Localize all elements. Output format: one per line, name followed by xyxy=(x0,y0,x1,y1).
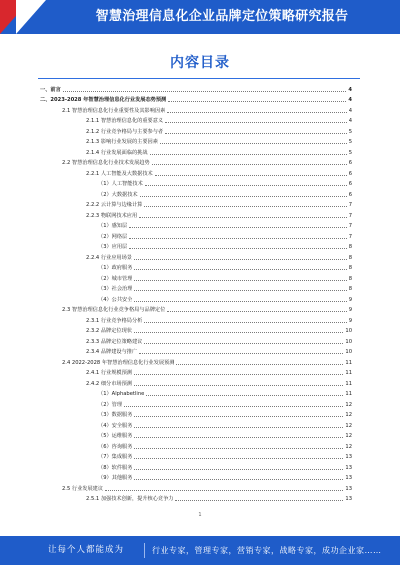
toc-entry[interactable] xyxy=(40,126,352,137)
toc-entry[interactable] xyxy=(40,410,352,421)
toc-entry-page: 8 xyxy=(348,254,352,261)
toc-entry-page: 7 xyxy=(348,223,352,229)
toc-divider xyxy=(38,78,360,79)
toc-entry-text: （4）公共安全 xyxy=(98,296,133,303)
toc-entry-text: （5）运维服务 xyxy=(98,433,133,439)
toc-leader-dots xyxy=(150,154,347,155)
toc-entry[interactable] xyxy=(40,368,352,379)
toc-entry-page: 13 xyxy=(345,454,352,460)
toc-entry-text: （1）感知层 xyxy=(98,223,128,229)
toc-entry-page: 4 xyxy=(348,97,352,103)
toc-leader-dots xyxy=(176,364,343,365)
toc-entry[interactable] xyxy=(40,452,352,463)
toc-entry[interactable] xyxy=(40,389,352,400)
toc-entry-text: 2.3.3 品牌定位策略建议 xyxy=(86,338,143,345)
toc-entry[interactable] xyxy=(40,378,352,389)
toc-leader-dots xyxy=(165,133,347,134)
toc-leader-dots xyxy=(155,175,347,176)
toc-entry-page: 5 xyxy=(348,139,352,145)
toc-entry[interactable] xyxy=(40,231,352,242)
toc-entry-page: 7 xyxy=(348,233,352,240)
toc-entry[interactable] xyxy=(40,179,352,190)
toc-entry-page: 13 xyxy=(345,475,352,481)
toc-leader-dots xyxy=(134,280,346,281)
toc-entry-page: 8 xyxy=(348,286,352,292)
toc-entry[interactable] xyxy=(40,273,352,284)
toc-entry[interactable] xyxy=(40,357,352,368)
toc-leader-dots xyxy=(63,91,347,92)
toc-entry-page: 7 xyxy=(348,202,352,208)
toc-entry-text: 2.4.2 细分市场预测 xyxy=(86,380,132,387)
toc-entry-page: 13 xyxy=(345,485,352,492)
toc-leader-dots xyxy=(167,112,346,113)
toc-leader-dots xyxy=(105,490,343,491)
toc-entry-page: 6 xyxy=(348,181,352,187)
toc-leader-dots xyxy=(134,269,346,270)
toc-entry[interactable] xyxy=(40,420,352,431)
toc-leader-dots xyxy=(152,164,347,165)
toc-entry[interactable] xyxy=(40,315,352,326)
toc-leader-dots xyxy=(168,101,346,102)
toc-leader-dots xyxy=(129,238,346,239)
header-accent-white xyxy=(16,0,46,34)
toc-entry[interactable] xyxy=(40,95,352,106)
toc-leader-dots xyxy=(134,458,343,459)
toc-entry-page: 12 xyxy=(345,422,352,429)
footer-tagline: 行业专家，管理专家，营销专家，战略专家，成功企业家…… xyxy=(152,546,382,555)
toc-entry-text: 2.1.4 行业发展面临的挑战 xyxy=(86,149,148,156)
toc-entry[interactable] xyxy=(40,494,352,505)
toc-entry-text: （9）其他服务 xyxy=(98,475,133,481)
toc-entry-text: 2.5.1 加强技术创新，提升核心竞争力 xyxy=(86,496,174,502)
toc-entry-page: 11 xyxy=(345,370,352,376)
toc-entry-text: 2.1.1 智慧治理信息化的重要意义 xyxy=(86,118,164,124)
toc-entry-page: 12 xyxy=(345,443,352,450)
toc-entry-text: 2.3.4 品牌建设与推广 xyxy=(86,349,138,355)
toc-entry-text: 2.4.1 行业规模预测 xyxy=(86,370,132,376)
toc-entry-text: 2.2.2 云计算与边缘计算 xyxy=(86,202,143,208)
toc-entry-page: 8 xyxy=(348,244,352,250)
toc-entry[interactable] xyxy=(40,200,352,211)
toc-entry-page: 5 xyxy=(348,149,352,156)
toc-leader-dots xyxy=(134,374,343,375)
toc-entry[interactable] xyxy=(40,158,352,169)
toc-entry[interactable] xyxy=(40,305,352,316)
toc-entry-text: （1）政府服务 xyxy=(98,265,133,271)
toc-entry-page: 12 xyxy=(345,412,352,418)
toc-leader-dots xyxy=(134,301,346,302)
toc-entry-text: 2.3.1 行业竞争格局分析 xyxy=(86,317,143,324)
toc-entry-page: 4 xyxy=(348,107,352,114)
toc-entry[interactable] xyxy=(40,84,352,95)
toc-entry-text: （7）集成服务 xyxy=(98,454,133,460)
toc-leader-dots xyxy=(134,385,343,386)
toc-entry[interactable] xyxy=(40,326,352,337)
toc-entry[interactable] xyxy=(40,431,352,442)
toc-entry[interactable] xyxy=(40,221,352,232)
toc-entry-page: 6 xyxy=(348,191,352,198)
page-number: 1 xyxy=(198,512,202,518)
toc-leader-dots xyxy=(139,353,343,354)
toc-leader-dots xyxy=(167,311,346,312)
toc-entry[interactable] xyxy=(40,462,352,473)
toc-entry-text: （3）社会治理 xyxy=(98,286,133,292)
toc-leader-dots xyxy=(134,437,343,438)
header-bar xyxy=(0,0,400,34)
toc-leader-dots xyxy=(129,227,346,228)
toc-leader-dots xyxy=(144,206,346,207)
toc-leader-dots xyxy=(144,343,343,344)
toc-entry-page: 12 xyxy=(345,433,352,439)
toc-entry-text: 2.1 智慧治理信息化行业重要性及其影响因素 xyxy=(62,107,166,114)
toc-entry-text: 2.5 行业发展建议 xyxy=(62,485,104,492)
toc-leader-dots xyxy=(134,469,343,470)
toc-leader-dots xyxy=(140,196,347,197)
toc-entry[interactable] xyxy=(40,336,352,347)
toc-leader-dots xyxy=(134,332,343,333)
toc-leader-dots xyxy=(124,406,343,407)
toc-entry[interactable] xyxy=(40,210,352,221)
toc-entry-text: 2.4 2022-2028 年智慧治理信息化行业发展预测 xyxy=(62,359,175,366)
toc-entry-page: 11 xyxy=(345,359,352,366)
toc-entry-page: 5 xyxy=(348,128,352,135)
toc-entry-text: （3）数据服务 xyxy=(98,412,133,418)
toc-entry-page: 9 xyxy=(348,317,352,324)
toc-entry-text: 2.1.3 影响行业发展的主要因素 xyxy=(86,139,158,145)
toc-leader-dots xyxy=(175,500,343,501)
toc-entry[interactable] xyxy=(40,263,352,274)
toc-leader-dots xyxy=(134,259,347,260)
toc-entry-page: 10 xyxy=(345,328,352,334)
toc-leader-dots xyxy=(134,416,343,417)
toc-entry-text: （3）应用层 xyxy=(98,244,128,250)
toc-leader-dots xyxy=(134,427,343,428)
toc-entry-text: （6）咨询服务 xyxy=(98,443,133,450)
toc-entry-text: 2.3.2 品牌定位现状 xyxy=(86,328,132,334)
toc-entry-text: 2.2.3 物联网技术应用 xyxy=(86,212,138,219)
toc-entry-text: 2.2.1 人工智能及大数据技术 xyxy=(86,170,153,177)
toc-entry-text: （8）软件服务 xyxy=(98,464,133,471)
toc-entry-page: 12 xyxy=(345,401,352,408)
toc-leader-dots xyxy=(134,479,343,480)
toc-entry-text: 2.2 智慧治理信息化行业技术发展趋势 xyxy=(62,160,150,166)
toc-entry[interactable] xyxy=(40,116,352,127)
toc-entry-page: 7 xyxy=(348,212,352,219)
toc-entry[interactable] xyxy=(40,147,352,158)
toc-entry-text: 2.1.2 行业竞争格局与主要参与者 xyxy=(86,128,164,135)
toc-leader-dots xyxy=(146,395,343,396)
toc-entry-page: 13 xyxy=(345,496,352,502)
toc-leader-dots xyxy=(145,185,347,186)
toc-entry-page: 9 xyxy=(348,307,352,313)
footer-divider xyxy=(144,543,145,558)
toc-entry-page: 11 xyxy=(345,380,352,387)
toc-entry[interactable] xyxy=(40,294,352,305)
toc-entry[interactable] xyxy=(40,473,352,484)
toc-leader-dots xyxy=(144,322,346,323)
toc-entry-text: 二、2023-2028 年智慧治理信息化行业发展态势预测 xyxy=(40,97,167,103)
toc-entry[interactable] xyxy=(40,284,352,295)
toc-entry-page: 13 xyxy=(345,464,352,471)
toc-entry-text: （1）Alphabetline xyxy=(98,391,145,397)
toc-entry-page: 4 xyxy=(348,118,352,124)
toc-leader-dots xyxy=(134,290,346,291)
toc-leader-dots xyxy=(160,143,347,144)
toc-leader-dots xyxy=(129,248,346,249)
footer-bar xyxy=(0,536,400,565)
toc-entry-page: 9 xyxy=(348,296,352,303)
toc-entry-page: 10 xyxy=(345,338,352,345)
table-of-contents xyxy=(40,84,352,504)
toc-heading: 内容目录 xyxy=(170,55,230,71)
toc-entry-page: 8 xyxy=(348,265,352,271)
toc-leader-dots xyxy=(165,122,347,123)
toc-entry-text: 一、前言 xyxy=(40,86,61,93)
toc-entry-page: 11 xyxy=(345,391,352,397)
toc-entry[interactable] xyxy=(40,189,352,200)
toc-entry-text: （2）大数据技术 xyxy=(98,191,138,198)
toc-entry-text: 2.2.4 行业应用场景 xyxy=(86,254,132,261)
toc-leader-dots xyxy=(134,448,343,449)
toc-entry[interactable] xyxy=(40,242,352,253)
report-title: 智慧治理信息化企业品牌定位策略研究报告 xyxy=(95,9,349,24)
toc-entry-page: 4 xyxy=(348,86,352,93)
toc-entry[interactable] xyxy=(40,252,352,263)
toc-entry[interactable] xyxy=(40,105,352,116)
toc-entry-text: （1）人工智能技术 xyxy=(98,181,143,187)
toc-entry[interactable] xyxy=(40,399,352,410)
toc-entry-text: （2）网络层 xyxy=(98,233,128,240)
toc-entry-text: （2）城市管理 xyxy=(98,275,133,282)
toc-leader-dots xyxy=(139,217,347,218)
toc-entry-page: 8 xyxy=(348,275,352,282)
toc-entry-page: 10 xyxy=(345,349,352,355)
toc-entry[interactable] xyxy=(40,347,352,358)
toc-entry-text: （2）管理 xyxy=(98,401,123,408)
toc-entry[interactable] xyxy=(40,483,352,494)
toc-entry-text: （4）安全服务 xyxy=(98,422,133,429)
toc-entry-page: 6 xyxy=(348,170,352,177)
toc-entry[interactable] xyxy=(40,168,352,179)
toc-entry[interactable] xyxy=(40,441,352,452)
toc-entry[interactable] xyxy=(40,137,352,148)
toc-entry-page: 6 xyxy=(348,160,352,166)
footer-slogan: 让每个人都能成为 xyxy=(48,545,125,555)
toc-entry-text: 2.3 智慧治理信息化行业竞争格局与品牌定位 xyxy=(62,307,166,313)
